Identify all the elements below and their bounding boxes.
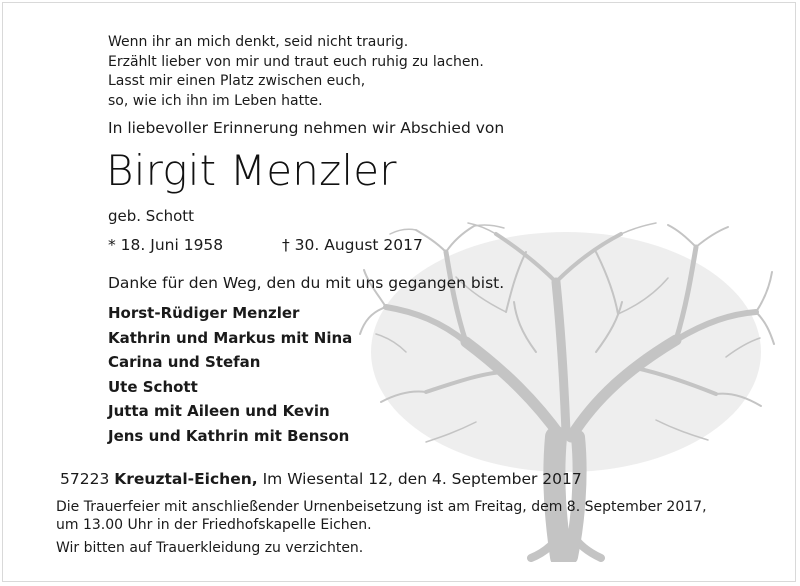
place-date-line: [60, 470, 582, 488]
poem-line: so, wie ich ihn im Leben hatte.: [108, 92, 323, 109]
mourners-list: [108, 301, 352, 448]
poem-line: Wenn ihr an mich denkt, seid nicht traurig.: [108, 34, 409, 50]
birth-date: * 18. Juni 1958: [108, 236, 224, 254]
mourner: Jens und Kathrin mit Benson: [108, 426, 350, 445]
mourner: Jutta mit Aileen und Kevin: [108, 402, 330, 420]
maiden-name: geb. Schott: [108, 207, 195, 225]
address-date: Im Wiesental 12, den 4. September 2017: [262, 470, 582, 488]
poem-line: Lasst mir einen Platz zwischen euch,: [108, 73, 366, 89]
mourner: Horst-Rüdiger Menzler: [108, 304, 300, 322]
mourner: Carina und Stefan: [108, 353, 261, 371]
town: Kreuztal-Eichen,: [114, 470, 258, 488]
mourner: Kathrin und Markus mit Nina: [108, 328, 353, 347]
poem-line: Erzählt lieber von mir und traut euch ruhig zu lachen.: [108, 53, 484, 70]
intro-text: In liebevoller Erinnerung nehmen wir Abschied von: [108, 119, 505, 137]
thanks-text: Danke für den Weg, den du mit uns gegangen bist.: [108, 274, 505, 292]
deceased-name: Birgit Menzler: [106, 146, 397, 195]
dress-note: Wir bitten auf Trauerkleidung zu verzichten.: [56, 540, 364, 556]
poem: [108, 33, 484, 111]
funeral-line: Die Trauerfeier mit anschließender Urnenbeisetzung ist am Freitag, dem 8. September 2017,: [56, 499, 707, 515]
mourner: Ute Schott: [108, 377, 198, 396]
zip-code: 57223: [60, 470, 110, 488]
death-date: † 30. August 2017: [282, 236, 423, 254]
funeral-info: [56, 499, 707, 534]
funeral-line: um 13.00 Uhr in der Friedhofskapelle Eichen.: [56, 516, 372, 533]
